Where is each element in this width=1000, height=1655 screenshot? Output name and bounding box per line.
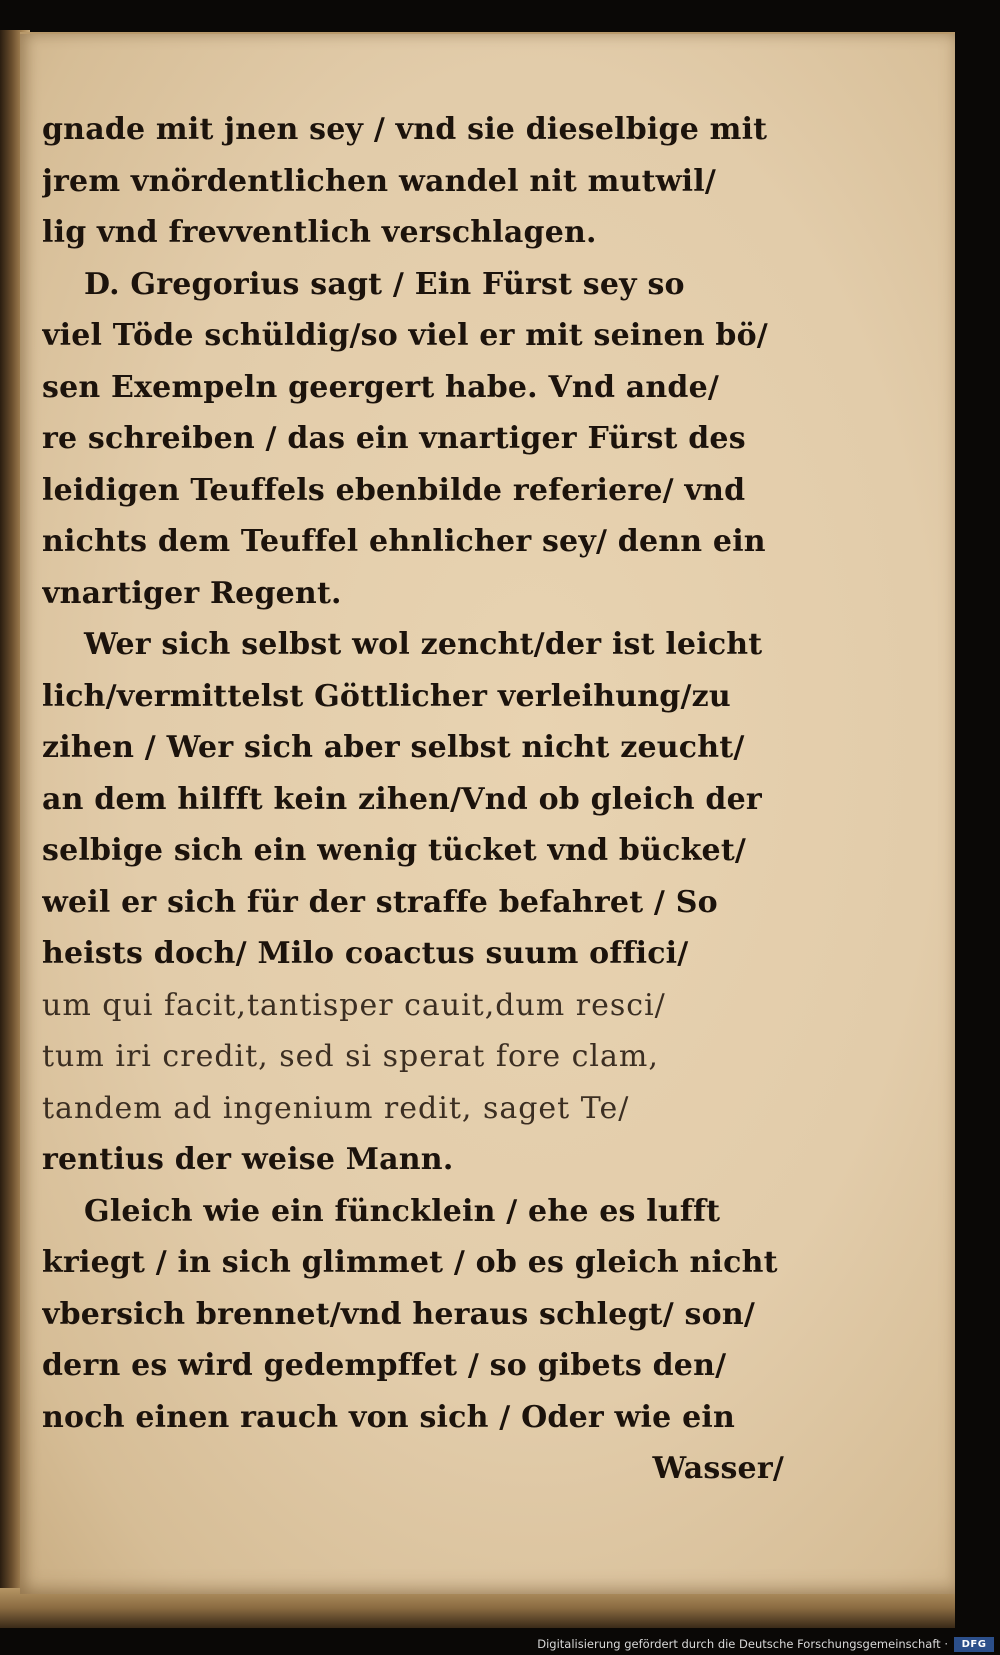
text-line: rentius der weise Mann. xyxy=(42,1142,454,1177)
text-line: weil er sich für der straffe befahret / So xyxy=(42,884,718,920)
text-line-latin: tandem ad ingenium redit, saget Te/ xyxy=(42,1090,630,1126)
text-line: vbersich brennet/vnd heraus schlegt/ son/ xyxy=(42,1296,756,1332)
text-line: noch einen rauch von sich / Oder wie ein xyxy=(42,1399,735,1435)
text-line: viel Töde schüldig/so viel er mit seinen bö/ xyxy=(42,318,768,353)
text-line: heists doch/ Milo coactus suum offici/ xyxy=(42,936,689,971)
text-line: Wer sich selbst wol zencht/der ist leicht xyxy=(84,627,763,662)
page-text xyxy=(42,104,804,1495)
text-line-latin: tum iri credit, sed si sperat fore clam, xyxy=(42,1039,659,1074)
text-line: gnade mit jnen sey / vnd sie dieselbige mit xyxy=(42,112,768,147)
text-line: an dem hilfft kein zihen/Vnd ob gleich der xyxy=(42,781,762,817)
text-line: kriegt / in sich glimmet / ob es gleich nicht xyxy=(42,1245,778,1280)
text-line: sen Exempeln geergert habe. Vnd ande/ xyxy=(42,369,720,405)
text-line-latin: um qui facit,tantisper cauit,dum resci/ xyxy=(42,987,666,1023)
book-page xyxy=(20,32,955,1594)
text-line: re schreiben / das ein vnartiger Fürst des xyxy=(42,421,746,456)
text-line: lig vnd frevventlich verschlagen. xyxy=(42,215,597,250)
text-line: jrem vnördentlichen wandel nit mutwil/ xyxy=(42,163,717,199)
book-bottom-edge xyxy=(0,1588,955,1628)
text-line: leidigen Teuffels ebenbilde referiere/ vnd xyxy=(42,472,746,508)
text-line: dern es wird gedempffet / so gibets den/ xyxy=(42,1348,727,1383)
text-line: D. Gregorius sagt / Ein Fürst sey so xyxy=(84,266,685,302)
digitization-credit: Digitalisierung gefördert durch die Deutsche Forschungsgemeinschaft · xyxy=(537,1637,948,1651)
text-line: vnartiger Regent. xyxy=(42,575,342,611)
dfg-logo: DFG xyxy=(954,1637,994,1652)
text-line: Gleich wie ein füncklein / ehe es lufft xyxy=(84,1193,721,1229)
catchword: Wasser/ xyxy=(652,1451,784,1486)
text-line: selbige sich ein wenig tücket vnd bücket/ xyxy=(42,833,747,868)
text-line: nichts dem Teuffel ehnlicher sey/ denn ein xyxy=(42,524,766,559)
text-line: zihen / Wer sich aber selbst nicht zeucht/ xyxy=(42,730,745,765)
digitization-footer xyxy=(0,1633,1000,1655)
text-line: lich/vermittelst Göttlicher verleihung/zu xyxy=(42,678,731,714)
